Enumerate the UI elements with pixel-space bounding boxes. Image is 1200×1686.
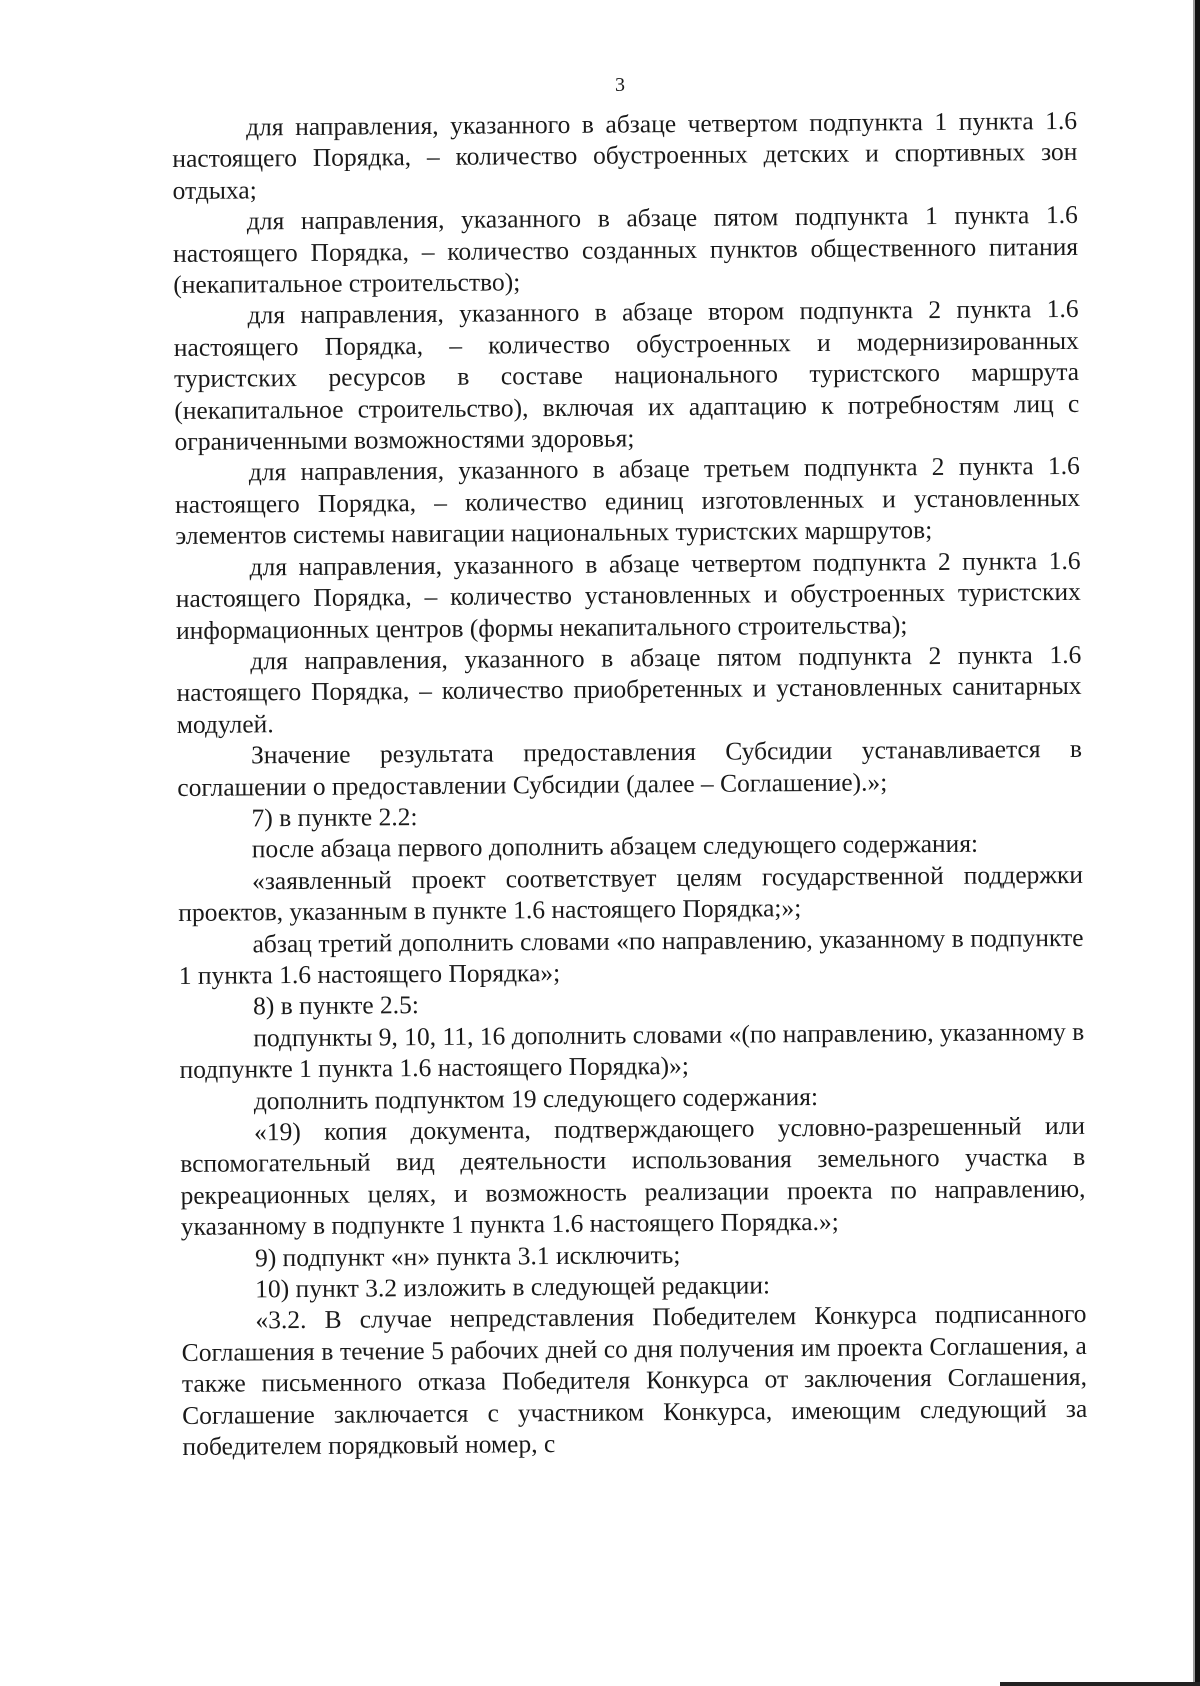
paragraph: для направления, указанного в абзаце четвертом подпункта 2 пункта 1.6 настоящего Порядка, – количество установленных и обустроенных туристских информационных центров (формы некапитального строительства); xyxy=(175,545,1081,645)
paragraph: абзац третий дополнить словами «по направлению, указанному в подпункте 1 пункта 1.6 настоящего Порядка»; xyxy=(178,922,1084,990)
paragraph: для направления, указанного в абзаце третьем подпункта 2 пункта 1.6 настоящего Порядка, – количество единиц изготовленных и установленных элементов системы навигации национальных туристских маршрутов; xyxy=(174,451,1081,551)
paragraph: «19) копия документа, подтверждающего условно-разрешенный или вспомогательный вид деятельности использования земельного участка в рекреационных целях, и возможность реализации проекта по направлению, указанному в подпункте 1 пункта 1.6 настоящего Порядка.»; xyxy=(180,1110,1086,1242)
paragraph: 7) в пункте 2.2: xyxy=(251,802,418,833)
paragraph: 8) в пункте 2.5: xyxy=(252,990,420,1021)
paragraph: дополнить подпунктом 19 следующего содержания: xyxy=(253,1081,819,1115)
paragraph: «заявленный проект соответствует целям государственной поддержки проектов, указанным в пункте 1.6 настоящего Порядка;»; xyxy=(178,859,1084,928)
paragraph: 10) пункт 3.2 изложить в следующей редакции: xyxy=(255,1270,771,1304)
paragraph: для направления, указанного в абзаце четвертом подпункта 1 пункта 1.6 настоящего Порядка, – количество обустроенных детских и спортивных зон отдыха; xyxy=(172,105,1078,205)
paragraph: «3.2. В случае непредставления Победителем Конкурса подписанного Соглашения в течение 5 рабочих дней со дня получения им проекта Соглашения, а также письменного отказа Победителя Конкурса от заключения Соглашения, Соглашение заключается с участником Конкурса, имеющим следующий за победителем порядковый номер, с xyxy=(181,1299,1088,1462)
paragraph: 9) подпункт «н» пункта 3.1 исключить; xyxy=(254,1239,681,1273)
document-body xyxy=(172,105,1088,1463)
paragraph: Значение результата предоставления Субсидии устанавливается в соглашении о предоставлении Субсидии (далее – Соглашение).»; xyxy=(177,733,1083,802)
paragraph: после абзаца первого дополнить абзацем следующего содержания: xyxy=(251,829,979,864)
scan-edge-bottom xyxy=(1000,1682,1200,1686)
page-number: 3 xyxy=(615,74,625,96)
paragraph: для направления, указанного в абзаце втором подпункта 2 пункта 1.6 настоящего Порядка, – количество обустроенных и модернизированных туристских ресурсов в составе национального туристского маршрута (некапитальное строительство), включая их адаптацию к потребностям лиц с ограниченными возможностями здоровья; xyxy=(173,294,1080,457)
paragraph: для направления, указанного в абзаце пятом подпункта 2 пункта 1.6 настоящего Порядка, – количество приобретенных и установленных санитарных модулей. xyxy=(176,639,1082,739)
paragraph: для направления, указанного в абзаце пятом подпункта 1 пункта 1.6 настоящего Порядка, – количество созданных пунктов общественного питания (некапитальное строительство); xyxy=(172,200,1079,300)
paragraph: подпункты 9, 10, 11, 16 дополнить словами «(по направлению, указанному в подпункте 1 пункта 1.6 настоящего Порядка)»; xyxy=(179,1016,1085,1085)
scan-edge-right xyxy=(1195,0,1200,1686)
